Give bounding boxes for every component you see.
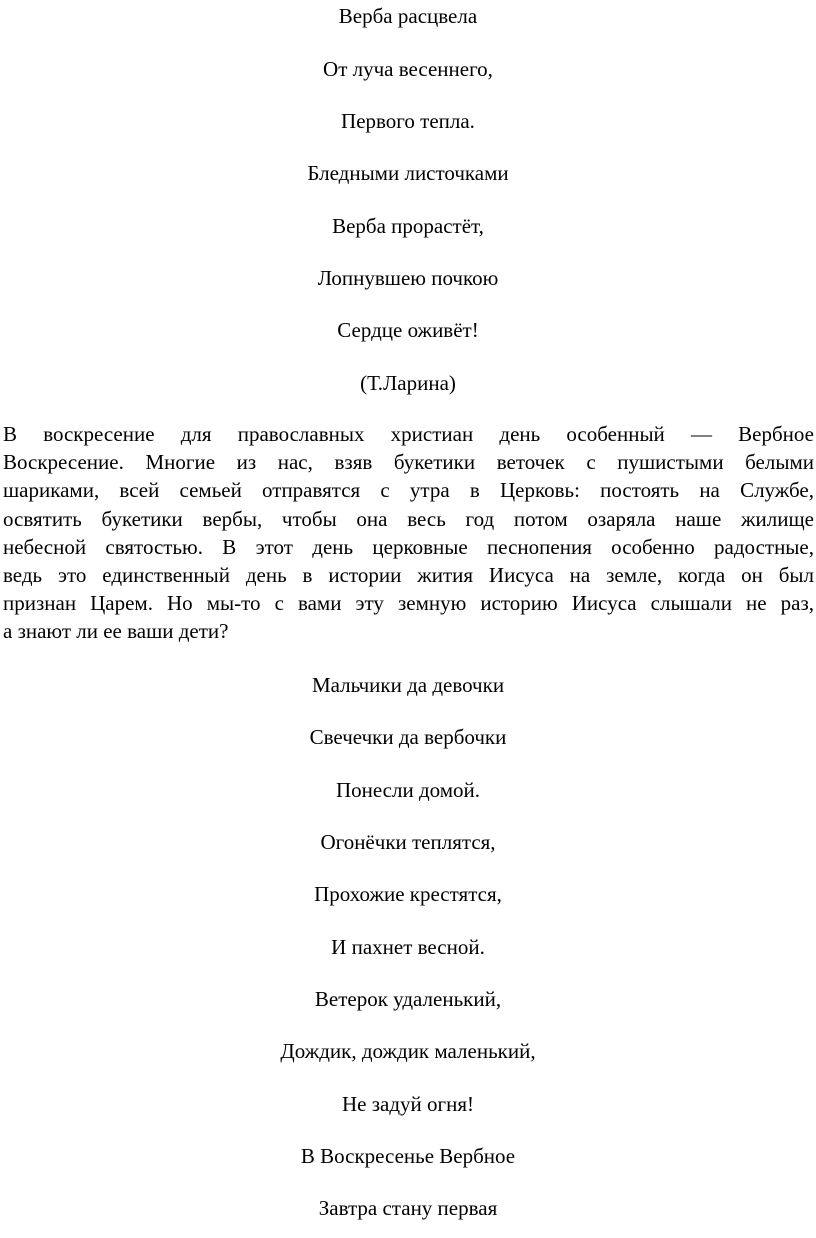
poem-2-line-4: Огонёчки теплятся,	[320, 830, 496, 854]
paragraph-line-4: освятить букетики вербы, чтобы она весь год потом озаряла наше жилище	[3, 506, 814, 531]
poem-2-line-10: В Воскресенье Вербное	[300, 1144, 516, 1168]
poem-2-line-5: Прохожие крестятся,	[314, 882, 502, 906]
paragraph-line-7: признан Царем. Но мы-то с вами эту земную историю Иисуса слышали не раз,	[3, 591, 814, 616]
paragraph-line-1: В воскресение для православных христиан день особенный — Вербное	[3, 422, 814, 446]
poem-2-line-9: Не задуй огня!	[341, 1092, 475, 1116]
paragraph-line-8: а знают ли ее ваши дети?	[3, 619, 229, 644]
paragraph-line-2: Воскресение. Многие из нас, взяв букетики веточек с пушистыми белыми	[3, 450, 814, 475]
poem-2-line-8: Дождик, дождик маленький,	[280, 1039, 536, 1063]
poem-2-line-2: Свечечки да вербочки	[309, 725, 507, 749]
poem-2-line-1: Мальчики да девочки	[311, 673, 505, 697]
poem-1-author: (Т.Ларина)	[360, 371, 456, 395]
body-paragraph	[3, 420, 814, 646]
poem-1-line-3: Первого тепла.	[341, 109, 475, 133]
poem-1-line-2: От луча весеннего,	[323, 57, 493, 81]
poem-1-line-6: Лопнувшею почкою	[317, 266, 499, 290]
poem-2-line-7: Ветерок удаленький,	[314, 987, 502, 1011]
poem-1-line-4: Бледными листочками	[307, 161, 509, 185]
paragraph-line-3: шариками, всей семьей отправятся с утра в Церковь: постоять на Службе,	[3, 478, 814, 503]
poem-2-line-6: И пахнет весной.	[331, 935, 485, 959]
poem-1-line-5: Верба прорастёт,	[332, 214, 484, 238]
poem-2-line-3: Понесли домой.	[335, 778, 481, 802]
poem-1-line-1: Верба расцвела	[338, 4, 478, 28]
poem-1-line-7: Сердце оживёт!	[337, 318, 479, 342]
paragraph-line-5: небесной святостью. В этот день церковные песнопения особенно радостные,	[3, 534, 814, 559]
paragraph-line-6: ведь это единственный день в истории жития Иисуса на земле, когда он был	[3, 563, 814, 588]
poem-2-line-11: Завтра стану первая	[318, 1196, 498, 1220]
